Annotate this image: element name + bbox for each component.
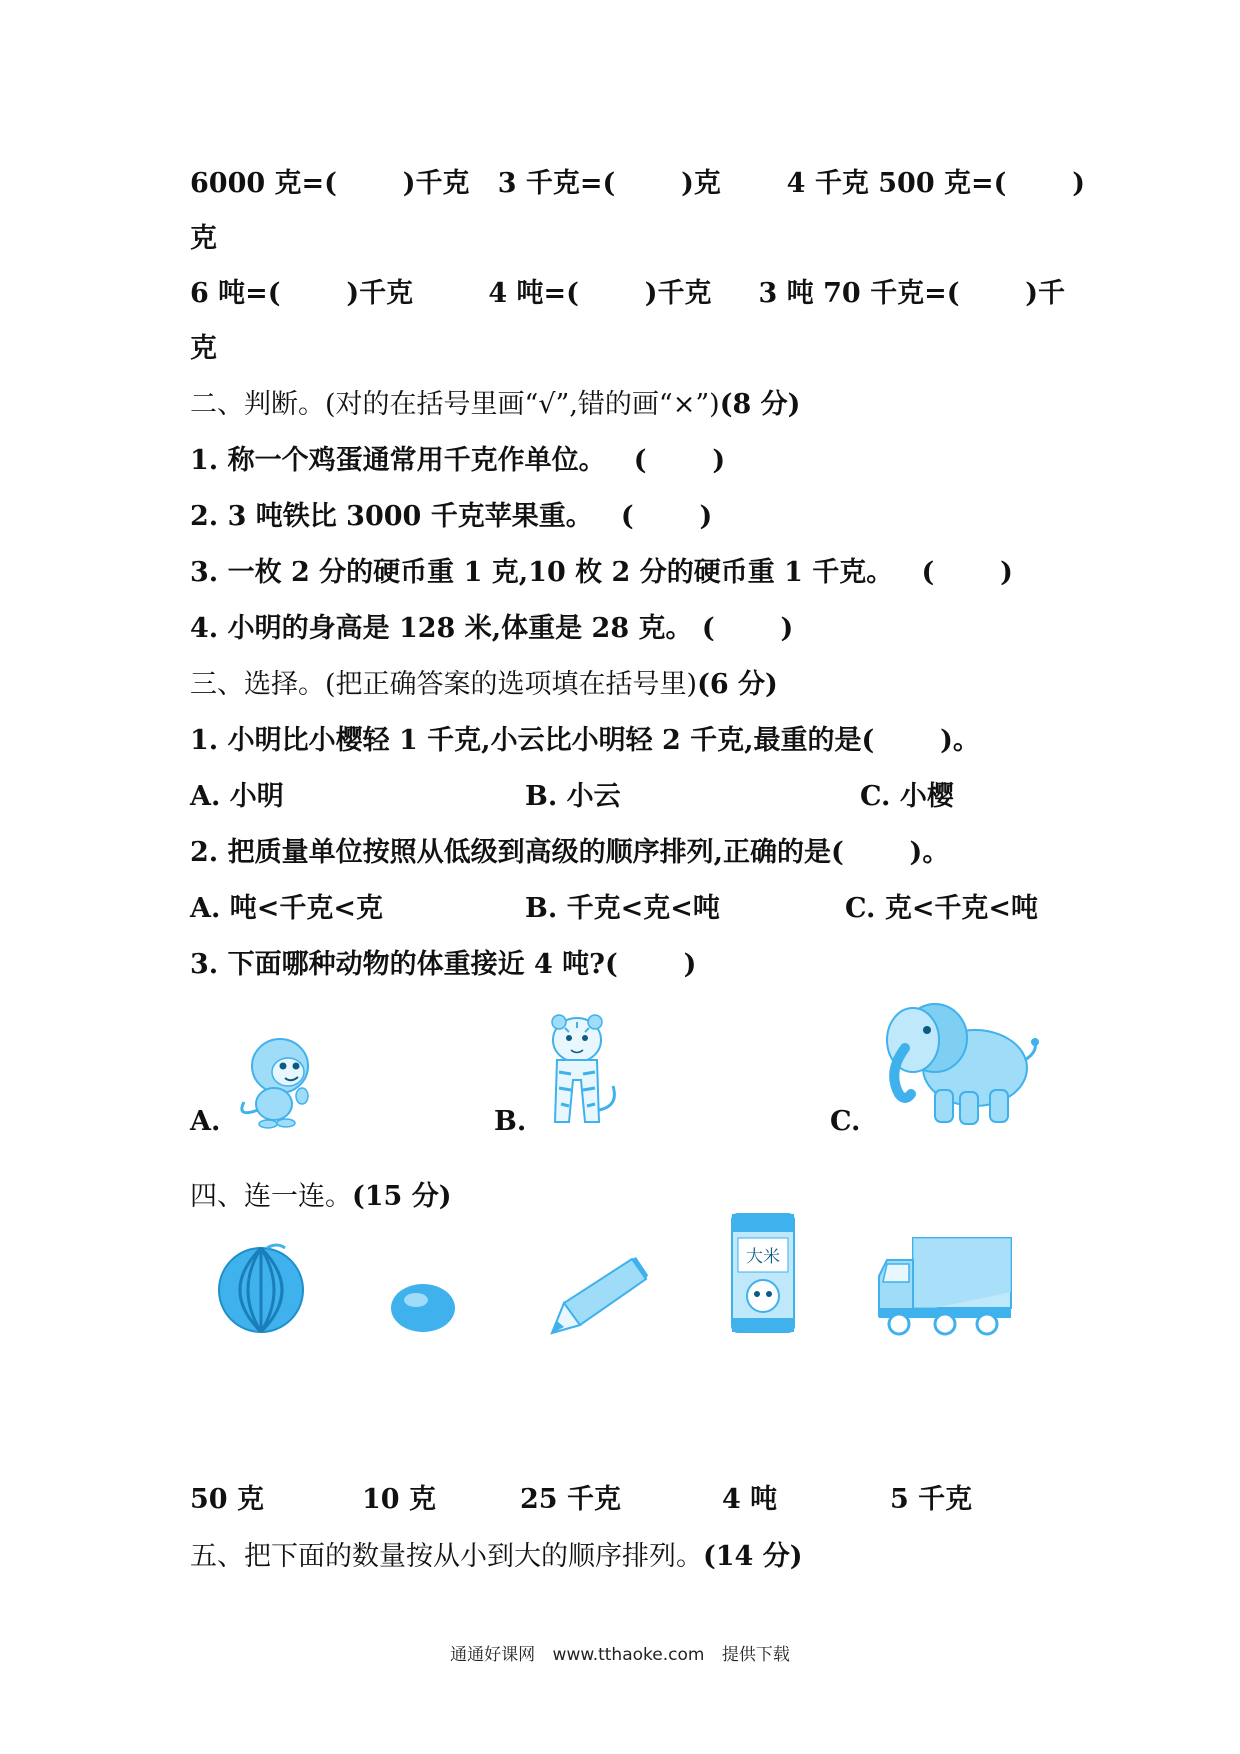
q3-option-c: C. [830,1106,861,1137]
choice-question-2: 2. 把质量单位按照从低级到高级的顺序排列,正确的是( )。 [190,837,950,868]
section-3-title [190,668,778,702]
footer-site: 通通好课网 [450,1645,536,1665]
section-2-score: (8 分) [719,389,801,420]
weight-label-4: 4 吨 [722,1484,778,1515]
weight-label-5: 5 千克 [890,1484,973,1515]
q2-option-a: A. 吨<千克<克 [190,893,383,924]
judge-item-2: 2. 3 吨铁比 3000 千克苹果重。 ( ) [190,501,713,532]
q2-option-b: B. 千克<克<吨 [525,893,720,924]
judge-item-4: 4. 小明的身高是 128 米,体重是 28 克。 ( ) [190,613,794,644]
rice-bag-icon [728,1210,798,1335]
choice-question-3: 3. 下面哪种动物的体重接近 4 吨?( ) [190,949,697,980]
page-footer [0,1640,1240,1665]
section-5-title-text: 五、把下面的数量按从小到大的顺序排列。 [190,1541,703,1572]
section-5-title [190,1540,803,1574]
weight-label-2: 10 克 [362,1484,436,1515]
section-4-score: (15 分) [352,1181,452,1212]
elephant-icon [865,990,1045,1130]
section-3-score: (6 分) [697,669,778,700]
conversion-row-1-wrap: 克 [190,223,217,254]
truck-icon [875,1232,1015,1337]
q1-option-a: A. 小明 [190,781,284,812]
section-2-title [190,388,800,422]
section-3-title-text: 三、选择。(把正确答案的选项填在括号里) [190,669,698,700]
section-4-title [190,1180,452,1214]
section-5-score: (14 分) [703,1541,803,1572]
pencil-icon [550,1255,650,1335]
judge-item-1: 1. 称一个鸡蛋通常用千克作单位。 ( ) [190,445,726,476]
tiger-icon [535,1010,625,1130]
watermelon-icon [215,1240,310,1335]
q1-option-c: C. 小樱 [860,781,954,812]
q2-option-c: C. 克<千克<吨 [845,893,1039,924]
weight-label-3: 25 千克 [520,1484,621,1515]
q3-option-a: A. [190,1106,221,1137]
conversion-row-2: 6 吨=( )千克 4 吨=( )千克 3 吨 70 千克=( )千 [190,278,1066,309]
choice-question-1: 1. 小明比小樱轻 1 千克,小云比小明轻 2 千克,最重的是( )。 [190,725,980,756]
footer-url[interactable]: www.tthaoke.com [552,1645,705,1665]
monkey-icon [228,1030,318,1130]
conversion-row-1: 6000 克=( )千克 3 千克=( )克 4 千克 500 克=( ) [190,168,1085,199]
rice-bag-label: 大米 [746,1247,780,1267]
judge-item-3: 3. 一枚 2 分的硬币重 1 克,10 枚 2 分的硬币重 1 千克。 ( ) [190,557,1013,588]
section-2-title-text: 二、判断。(对的在括号里画“√”,错的画“×”) [190,389,720,420]
weight-label-1: 50 克 [190,1484,264,1515]
footer-note: 提供下载 [721,1645,790,1665]
q3-option-b: B. [494,1106,527,1137]
section-4-title-text: 四、连一连。 [190,1181,352,1212]
egg-icon [388,1280,458,1335]
conversion-row-2-wrap: 克 [190,333,217,364]
q1-option-b: B. 小云 [525,781,621,812]
